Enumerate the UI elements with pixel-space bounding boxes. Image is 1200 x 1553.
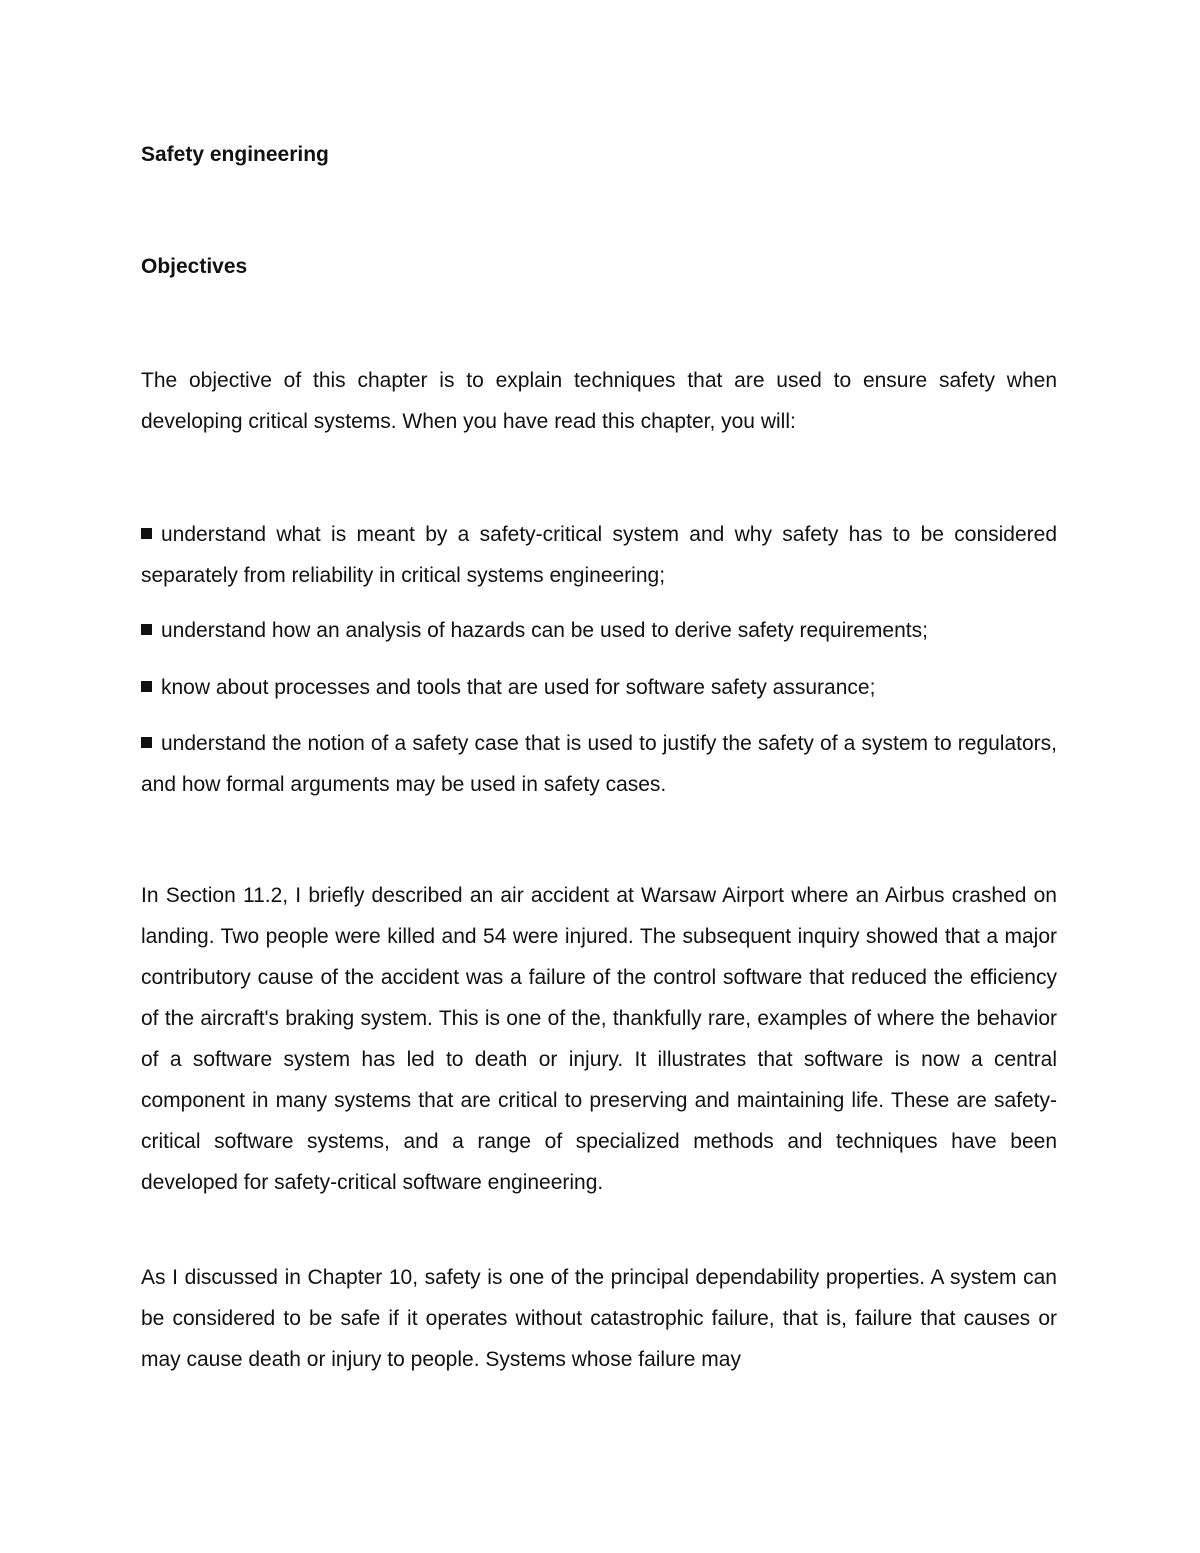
objective-bullet [141, 667, 1057, 708]
objective-bullet [141, 514, 1057, 596]
bullet-text: understand how an analysis of hazards can be used to derive safety requirements; [161, 619, 928, 642]
objective-bullet [141, 723, 1057, 805]
square-bullet-icon [141, 624, 152, 635]
square-bullet-icon [141, 737, 152, 748]
square-bullet-icon [141, 528, 152, 539]
intro-paragraph: The objective of this chapter is to explain techniques that are used to ensure safety when developing critical systems. When you have read this chapter, you will: [141, 369, 1057, 433]
bullet-text: understand what is meant by a safety-critical system and why safety has to be considered separately from reliability in critical systems engineering; [141, 523, 1057, 587]
document-page [141, 0, 1057, 1553]
document-title: Safety engineering [141, 143, 329, 166]
body-paragraph: In Section 11.2, I briefly described an air accident at Warsaw Airport where an Airbus crashed on landing. Two people were killed and 54 were injured. The subsequent inquiry showed that a major contributory cause of the accident was a failure of the control software that reduced the efficiency of the aircraft's braking system. This is one of the, thankfully rare, examples of where the behavior of a software system has led to death or injury. It illustrates that software is now a central component in many systems that are critical to preserving and maintaining life. These are safety-critical software systems, and a range of specialized methods and techniques have been developed for safety-critical software engineering. [141, 884, 1057, 1194]
body-paragraph: As I discussed in Chapter 10, safety is one of the principal dependability properties. A system can be considered to be safe if it operates without catastrophic failure, that is, failure that causes or may cause death or injury to people. Systems whose failure may [141, 1266, 1057, 1371]
objective-bullet [141, 610, 1057, 651]
objectives-heading: Objectives [141, 255, 248, 278]
square-bullet-icon [141, 681, 152, 692]
bullet-text: know about processes and tools that are used for software safety assurance; [161, 676, 876, 699]
bullet-text: understand the notion of a safety case that is used to justify the safety of a system to regulators, and how formal arguments may be used in safety cases. [141, 732, 1057, 796]
